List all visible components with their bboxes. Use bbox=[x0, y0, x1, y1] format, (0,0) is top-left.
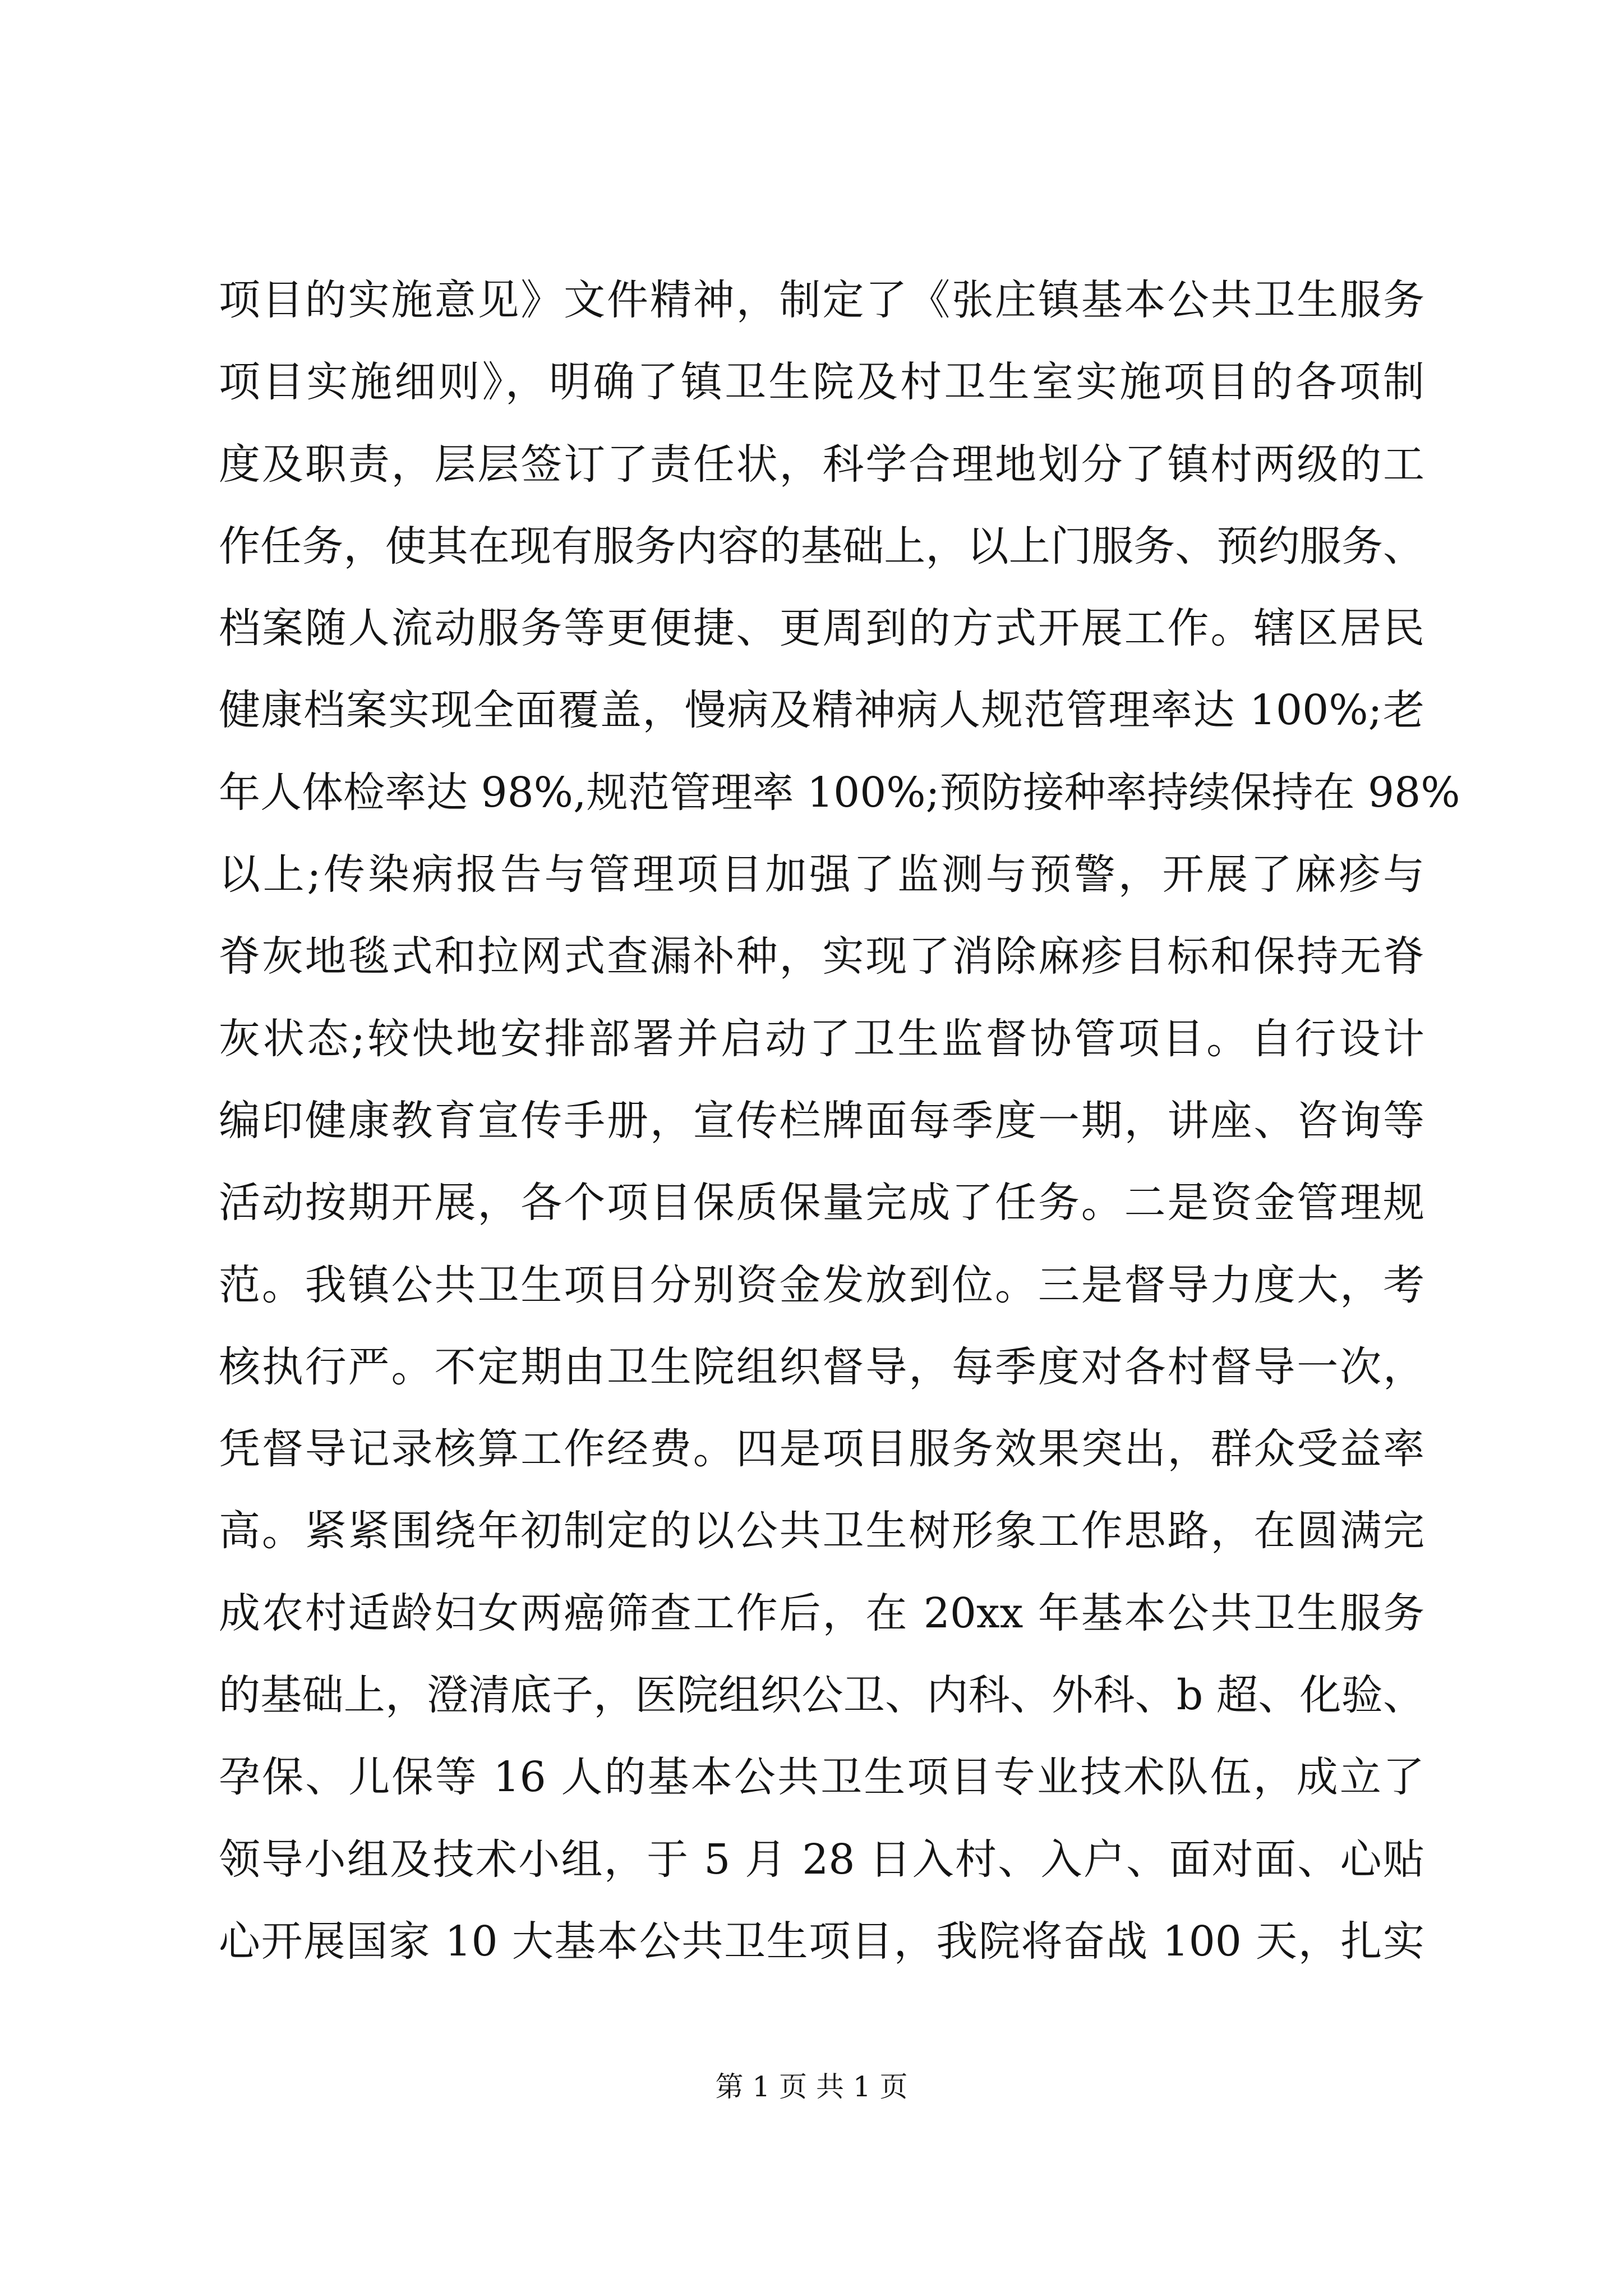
text-line: 项目的实施意见》文件精神，制定了《张庄镇基本公共卫生服务 bbox=[219, 276, 1424, 324]
text-line: 核执行严。不定期由卫生院组织督导，每季度对各村督导一次， bbox=[219, 1342, 1424, 1391]
body-text bbox=[219, 259, 1460, 1982]
text-line: 孕保、儿保等 16 人的基本公共卫生项目专业技术队伍，成立了 bbox=[219, 1753, 1424, 1802]
page-footer: 第 1 页 共 1 页 bbox=[715, 2070, 908, 2103]
text-line: 度及职责，层层签订了责任状，科学合理地划分了镇村两级的工 bbox=[219, 440, 1424, 489]
text-line: 范。我镇公共卫生项目分别资金发放到位。三是督导力度大，考 bbox=[219, 1260, 1424, 1309]
text-line: 活动按期开展，各个项目保质保量完成了任务。二是资金管理规 bbox=[219, 1179, 1424, 1227]
text-line: 年人体检率达 98%,规范管理率 100%;预防接种率持续保持在 98% bbox=[219, 768, 1460, 817]
text-line: 的基础上，澄清底子，医院组织公卫、内科、外科、b 超、化验、 bbox=[219, 1671, 1424, 1720]
text-line: 以上;传染病报告与管理项目加强了监测与预警，开展了麻疹与 bbox=[219, 850, 1424, 899]
text-line: 脊灰地毯式和拉网式查漏补种，实现了消除麻疹目标和保持无脊 bbox=[219, 932, 1424, 981]
text-line: 成农村适龄妇女两癌筛查工作后，在 20xx 年基本公共卫生服务 bbox=[219, 1589, 1424, 1637]
text-line: 档案随人流动服务等更便捷、更周到的方式开展工作。辖区居民 bbox=[219, 604, 1424, 653]
text-line: 项目实施细则》，明确了镇卫生院及村卫生室实施项目的各项制 bbox=[219, 358, 1424, 407]
text-line: 编印健康教育宣传手册，宣传栏牌面每季度一期，讲座、咨询等 bbox=[219, 1096, 1424, 1145]
text-line: 健康档案实现全面覆盖，慢病及精神病人规范管理率达 100%;老 bbox=[219, 686, 1424, 735]
text-line: 作任务，使其在现有服务内容的基础上，以上门服务、预约服务、 bbox=[219, 522, 1424, 570]
text-line: 心开展国家 10 大基本公共卫生项目，我院将奋战 100 天，扎实 bbox=[219, 1917, 1424, 1966]
text-line: 领导小组及技术小组，于 5 月 28 日入村、入户、面对面、心贴 bbox=[219, 1835, 1424, 1884]
text-line: 灰状态;较快地安排部署并启动了卫生监督协管项目。自行设计 bbox=[219, 1014, 1424, 1063]
text-line: 高。紧紧围绕年初制定的以公共卫生树形象工作思路，在圆满完 bbox=[219, 1507, 1424, 1556]
text-line: 凭督导记录核算工作经费。四是项目服务效果突出，群众受益率 bbox=[219, 1425, 1424, 1474]
